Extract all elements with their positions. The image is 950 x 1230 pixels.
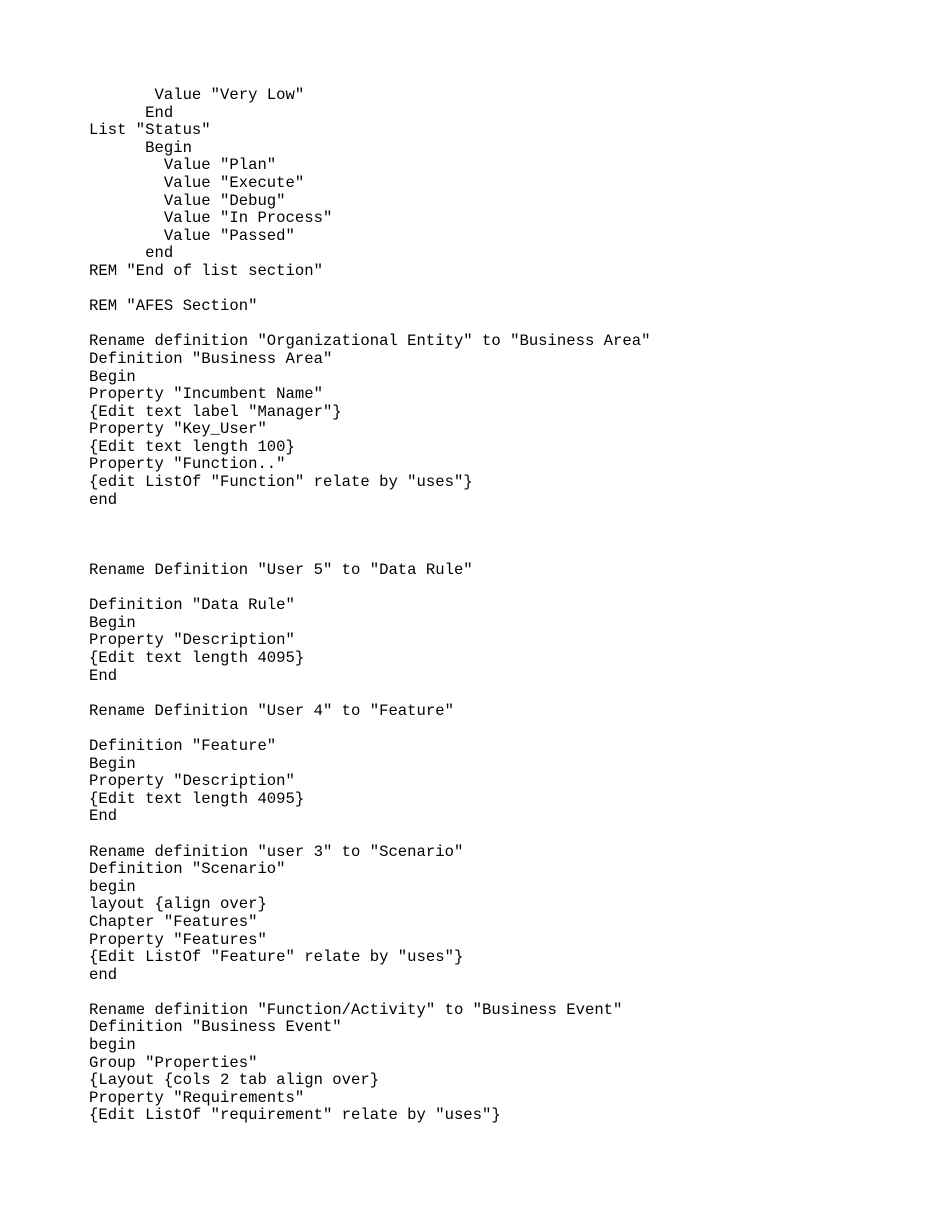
- text-line: Property "Incumbent Name": [89, 385, 323, 404]
- text-line: Value "Passed": [89, 226, 295, 245]
- text-line: {Layout {cols 2 tab align over}: [89, 1071, 380, 1090]
- text-line: Value "Debug": [89, 191, 286, 210]
- text-line: Property "Description": [89, 631, 295, 650]
- text-line: {Edit ListOf "requirement" relate by "uses"}: [89, 1106, 501, 1125]
- text-line: Definition "Data Rule": [89, 596, 295, 615]
- text-line: [89, 544, 929, 562]
- text-line: [89, 984, 929, 1002]
- text-line: {Edit ListOf "Feature" relate by "uses"}: [89, 948, 464, 967]
- text-line: Value "Execute": [89, 173, 305, 192]
- text-line: Property "Description": [89, 772, 295, 791]
- text-line: Begin: [89, 367, 136, 386]
- text-line: Rename definition "user 3" to "Scenario": [89, 842, 464, 861]
- text-line: Begin: [89, 138, 192, 157]
- text-line: Property "Features": [89, 930, 267, 949]
- text-line: List "Status": [89, 121, 211, 140]
- text-line: End: [89, 807, 118, 826]
- text-line: layout {align over}: [89, 895, 267, 914]
- text-line: Group "Properties": [89, 1053, 258, 1072]
- text-line: end: [89, 965, 118, 984]
- text-line: Definition "Scenario": [89, 860, 286, 879]
- text-line: Rename definition "Organizational Entity" to "Business Area": [89, 332, 651, 351]
- text-line: {Edit text length 4095}: [89, 649, 305, 667]
- text-line: [89, 527, 929, 545]
- text-line: begin: [89, 1036, 136, 1055]
- text-line: REM "End of list section": [89, 261, 323, 280]
- text-line: {edit ListOf "Function" relate by "uses"}: [89, 473, 473, 492]
- text-line: Property "Requirements": [89, 1088, 305, 1107]
- text-line: Begin: [89, 754, 136, 773]
- text-line: {Edit text length 4095}: [89, 789, 305, 808]
- text-line: REM "AFES Section": [89, 297, 258, 316]
- text-line: end: [89, 490, 118, 509]
- text-line: Definition "Feature": [89, 736, 277, 755]
- text-line: [89, 316, 929, 334]
- text-line: Value "Very Low": [89, 86, 305, 104]
- text-line: Value "Plan": [89, 156, 277, 175]
- text-line: [89, 685, 929, 703]
- text-line: end: [89, 244, 174, 263]
- text-line: Rename definition "Function/Activity" to "Business Event": [89, 1000, 623, 1019]
- text-line: Property "Function..": [89, 455, 286, 474]
- text-line: Rename Definition "User 5" to "Data Rule": [89, 561, 473, 580]
- text-line: [89, 281, 929, 299]
- text-line: Value "In Process": [89, 209, 333, 228]
- text-line: End: [89, 666, 118, 685]
- text-line: Property "Key_User": [89, 420, 267, 439]
- text-line: Definition "Business Event": [89, 1018, 342, 1037]
- text-line: [89, 720, 929, 738]
- text-line: {Edit text length 100}: [89, 437, 295, 456]
- text-line: End: [89, 103, 174, 122]
- text-line: Definition "Business Area": [89, 349, 333, 368]
- text-line: Rename Definition "User 4" to "Feature": [89, 701, 454, 720]
- text-line: [89, 826, 929, 844]
- text-line: [89, 580, 929, 598]
- text-line: begin: [89, 877, 136, 896]
- text-line: Begin: [89, 613, 136, 632]
- text-line: Chapter "Features": [89, 912, 258, 931]
- document-page: [89, 87, 929, 1125]
- text-line: [89, 509, 929, 527]
- text-line: {Edit text label "Manager"}: [89, 402, 342, 421]
